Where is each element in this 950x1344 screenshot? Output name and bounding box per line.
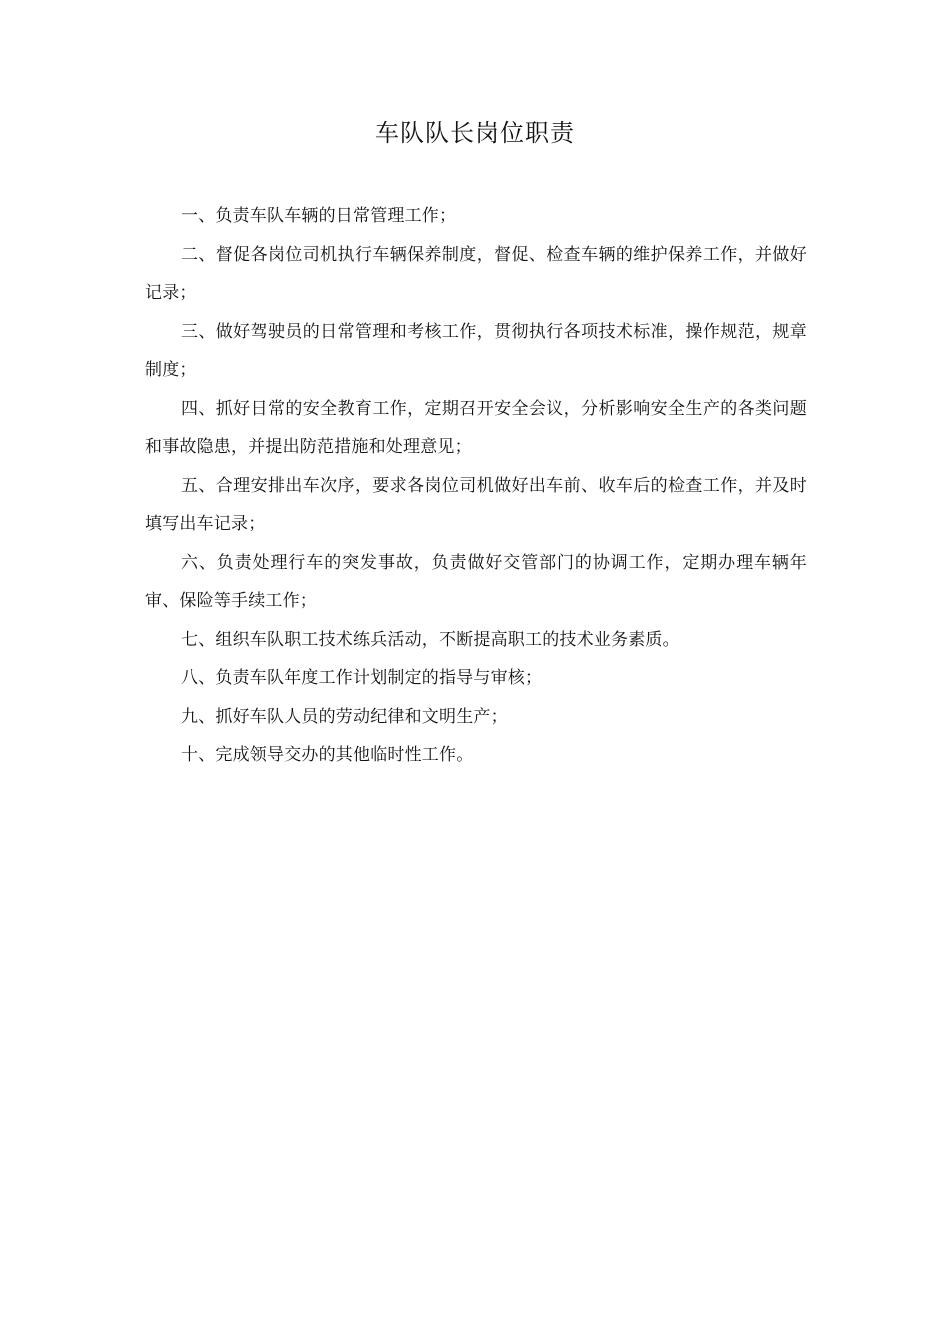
duty-item-1: 一、负责车队车辆的日常管理工作； (181, 206, 457, 226)
duty-item-7: 七、组织车队职工技术练兵活动，不断提高职工的技术业务素质。 (181, 629, 680, 650)
duty-item-9: 九、抓好车队人员的劳动纪律和文明生产； (181, 706, 508, 727)
duty-item-8: 八、负责车队年度工作计划制定的指导与审核； (181, 668, 543, 688)
document-body (145, 197, 807, 775)
duty-item-3: 三、做好驾驶员的日常管理和考核工作，贯彻执行各项技术标准，操作规范，规章制度； (145, 321, 807, 380)
duty-item-2: 二、督促各岗位司机执行车辆保养制度，督促、检查车辆的维护保养工作，并做好记录； (145, 244, 807, 303)
document-title: 车队队长岗位职责 (375, 119, 575, 147)
duty-item-4: 四、抓好日常的安全教育工作，定期召开安全会议，分析影响安全生产的各类问题和事故隐患，并提出防范措施和处理意见； (145, 398, 807, 457)
duty-item-5: 五、合理安排出车次序，要求各岗位司机做好出车前、收车后的检查工作，并及时填写出车记录； (145, 475, 807, 534)
duty-item-6: 六、负责处理行车的突发事故，负责做好交管部门的协调工作，定期办理车辆年审、保险等手续工作； (145, 552, 807, 611)
duty-item-10: 十、完成领导交办的其他临时性工作。 (181, 745, 474, 765)
